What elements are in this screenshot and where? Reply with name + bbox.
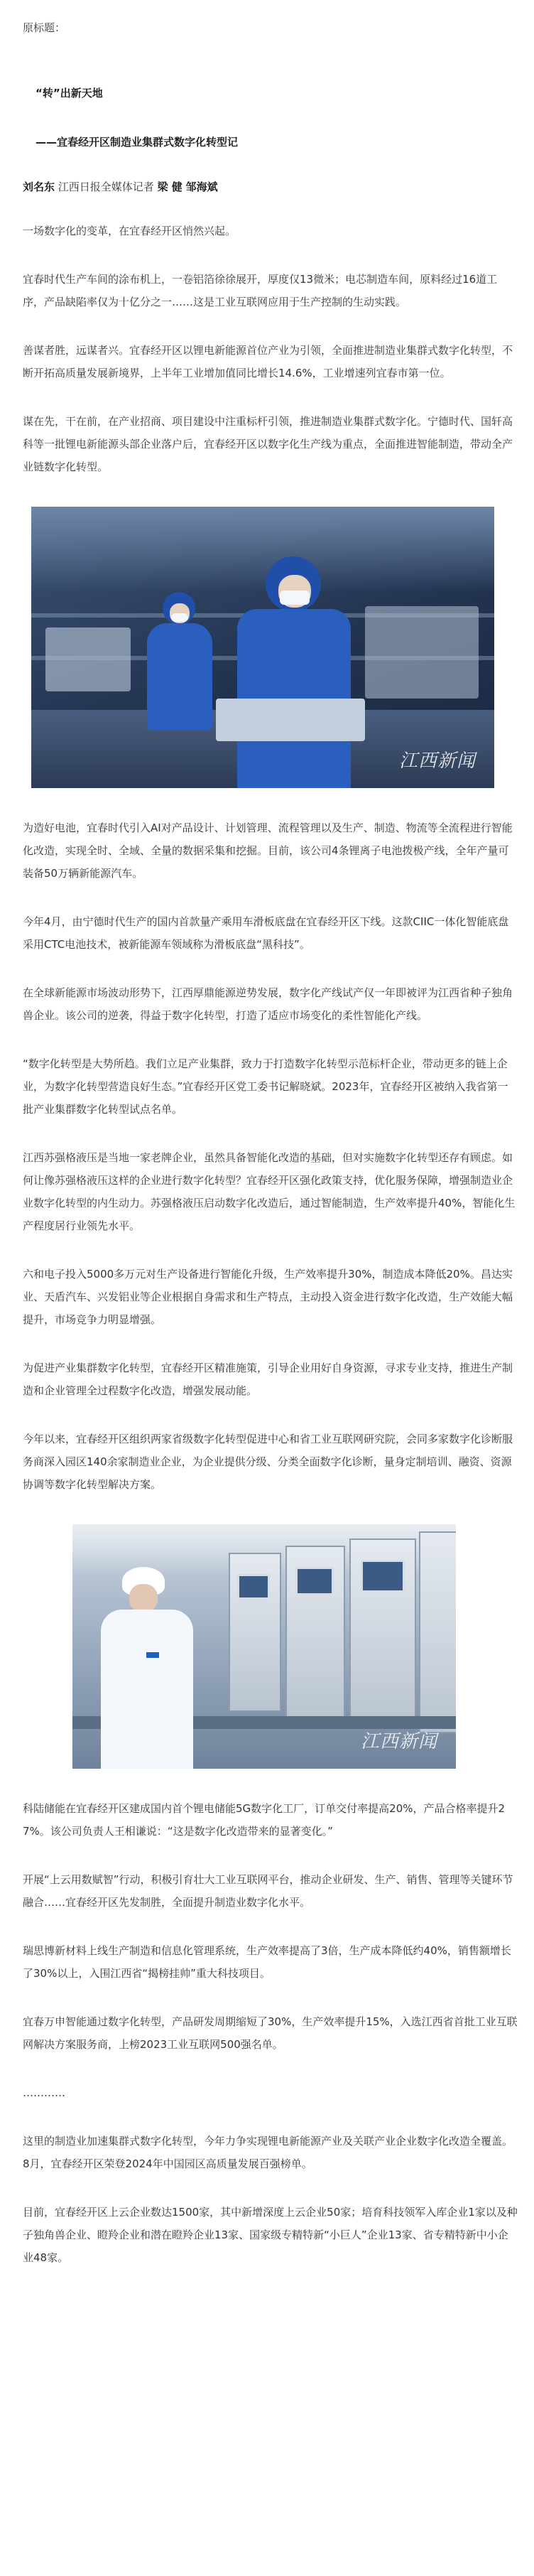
article-subtitle: ——宜春经开区制造业集群式数字化转型记 xyxy=(36,136,239,149)
paragraph-8: “数字化转型是大势所趋。我们立足产业集群，致力于打造数字化转型示范标杆企业，带动更多的链上企业，为数字化转型营造良好生态。”宜春经开区党工委书记解晓斌。2023年，宜春经开区被纳入我省第一批产业集群数字化转型试点名单。 xyxy=(23,1057,508,1116)
paragraph-4: 谋在先，干在前，在产业招商、项目建设中注重标杆引领，推进制造业集群式数字化。宁德时代、国轩高科等一批锂电新能源头部企业落户后，宜春经开区以数字化生产线为重点，全面推进智能制造，带动全产业链数字化转型。 xyxy=(23,415,513,473)
byline-author-3: 邹海斌 xyxy=(185,180,218,193)
paragraph-17: 这里的制造业加速集群式数字化转型，今年力争实现锂电新能源产业及关联产业企业数字化改造全覆盖。8月，宜春经开区荣登2024年中国园区高质量发展百强榜单。 xyxy=(23,2135,513,2170)
paragraph-13: 科陆储能在宜春经开区建成国内首个锂电储能5G数字化工厂，订单交付率提高20%，产品合格率提升27%。该公司负责人王相谦说：“这是数字化改造带来的显著变化。” xyxy=(23,1802,506,1838)
paragraph-14: 开展“上云用数赋智”行动，积极引育壮大工业互联网平台，推动企业研发、生产、销售、管理等关键环节融合……宜春经开区先发制胜，全面提升制造业数字化水平。 xyxy=(23,1873,513,1909)
paragraph-16: 宜春万申智能通过数字化转型，产品研发周期缩短了30%，生产效率提升15%，入选江西省首批工业互联网解决方案服务商，上榜2023工业互联网500强名单。 xyxy=(23,2015,518,2051)
ellipsis: ………… xyxy=(23,2086,65,2099)
original-title-label: 原标题： xyxy=(23,21,66,34)
paragraph-18: 目前，宜春经开区上云企业数达1500家，其中新增深度上云企业50家；培育科技领军入库企业1家以及种子独角兽企业、瞪羚企业和潜在瞪羚企业13家、国家级专精特新“小巨人”企业13家、省专精特新中小企业48家。 xyxy=(23,2206,518,2264)
paragraph-3: 善谋者胜，远谋者兴。宜春经开区以锂电新能源首位产业为引领，全面推进制造业集群式数字化转型，不断开拓高质量发展新境界，上半年工业增加值同比增长14.6%，工业增速列宜春市第一位。 xyxy=(23,344,513,379)
paragraph-1: 一场数字化的变革，在宜春经开区悄然兴起。 xyxy=(23,225,236,237)
factory-photo-2 xyxy=(72,1524,456,1769)
paragraph-6: 今年4月，由宁德时代生产的国内首款量产乘用车滑板底盘在宜春经开区下线。这款CIIC一体化智能底盘采用CTC电池技术，被新能源车领域称为滑板底盘“黑科技”。 xyxy=(23,915,509,951)
article-title: “转”出新天地 xyxy=(36,87,103,99)
paragraph-11: 为促进产业集群数字化转型，宜春经开区精准施策，引导企业用好自身资源，寻求专业支持，推进生产制造和企业管理全过程数字化改造，增强发展动能。 xyxy=(23,1362,513,1397)
photo-2-watermark: 江西新闻 xyxy=(360,1731,437,1752)
byline-author-1: 刘名东 xyxy=(23,180,55,193)
paragraph-10: 六和电子投入5000多万元对生产设备进行智能化升级，生产效率提升30%，制造成本降低20%。昌达实业、天盾汽车、兴发铝业等企业根据自身需求和生产特点，主动投入资金进行数字化改造，生产效能大幅提升，市场竞争力明显增强。 xyxy=(23,1268,513,1326)
paragraph-9: 江西苏强格液压是当地一家老牌企业，虽然具备智能化改造的基础，但对实施数字化转型还存有顾虑。如何让像苏强格液压这样的企业进行数字化转型？宜春经开区强化政策支持，优化服务保障，增强制造业企业数字化转型的内生动力。苏强格液压启动数字化改造后，通过智能制造，生产效率提升40%，智能化生产程度居行业领先水平。 xyxy=(23,1151,516,1232)
paragraph-5: 为造好电池，宜春时代引入AI对产品设计、计划管理、流程管理以及生产、制造、物流等全流程进行智能化改造，实现全时、全域、全量的数据采集和挖掘。目前，该公司4条锂离子电池拨极产线，全年产量可装备50万辆新能源汽车。 xyxy=(23,821,513,880)
byline xyxy=(23,179,518,194)
paragraph-7: 在全球新能源市场波动形势下，江西厚鼎能源逆势发展，数字化产线试产仅一年即被评为江西省种子独角兽企业。该公司的逆袭，得益于数字化转型，打造了适应市场变化的柔性智能化产线。 xyxy=(23,986,513,1022)
factory-photo-1 xyxy=(31,507,494,788)
paragraph-12: 今年以来，宜春经开区组织两家省级数字化转型促进中心和省工业互联网研究院，会同多家数字化诊断服务商深入园区140余家制造业企业，为企业提供分级、分类全面数字化诊断，量身定制培训、融资、资源协调等数字化转型解决方案。 xyxy=(23,1433,513,1491)
byline-author-2: 梁 健 xyxy=(157,180,182,193)
photo-1-watermark: 江西新闻 xyxy=(398,750,476,772)
byline-affiliation: 江西日报全媒体记者 xyxy=(55,180,158,193)
paragraph-2: 宜春时代生产车间的涂布机上，一卷铝箔徐徐展开，厚度仅13微米；电芯制造车间，原料经过16道工序，产品缺陷率仅为十亿分之一……这是工业互联网应用于生产控制的生动实践。 xyxy=(23,273,498,308)
paragraph-15: 瑞思博新材料上线生产制造和信息化管理系统，生产效率提高了3倍，生产成本降低约40%，销售额增长了30%以上，入围江西省“揭榜挂帅”重大科技项目。 xyxy=(23,1944,511,1980)
